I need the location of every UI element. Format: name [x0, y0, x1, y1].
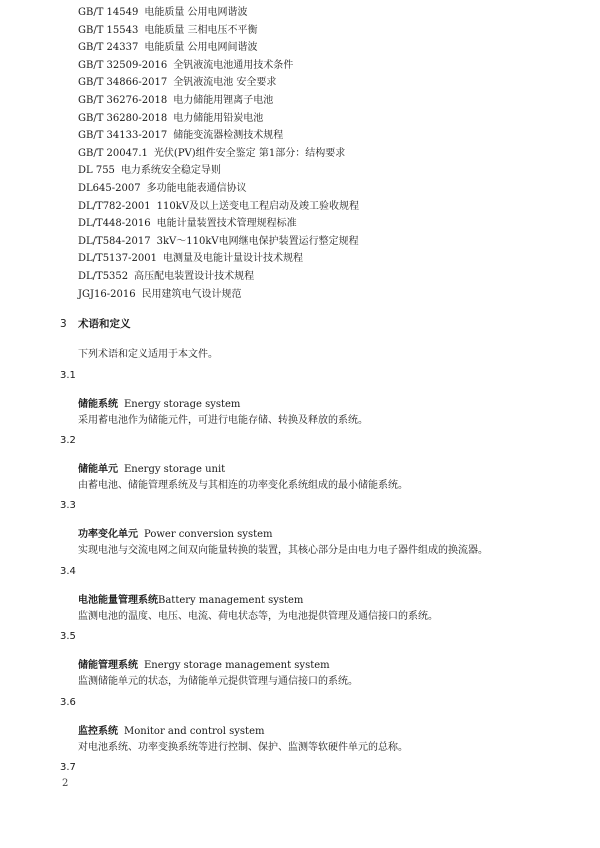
term-chinese: 储能单元	[78, 464, 118, 475]
reference-title: 电力系统安全稳定导则	[120, 165, 221, 177]
term-heading	[78, 591, 303, 606]
reference-title: 电能计量装置技术管理规程标准	[156, 218, 297, 230]
reference-title: 110kV及以上送变电工程启动及竣工验收规程	[156, 200, 359, 212]
term-chinese: 储能系统	[78, 399, 118, 410]
reference-item	[78, 22, 359, 40]
term-heading	[78, 722, 264, 737]
term-number: 3.5	[60, 631, 76, 642]
term-chinese: 储能管理系统	[78, 660, 138, 671]
section-intro: 下列术语和定义适用于本文件。	[78, 349, 218, 360]
reference-item	[78, 286, 359, 304]
reference-code: DL/T5352	[78, 270, 129, 282]
reference-title: 电力储能用铅炭电池	[173, 112, 264, 124]
section-title: 术语和定义	[78, 318, 131, 330]
reference-title: 全钒液流电池通用技术条件	[173, 59, 294, 71]
reference-code: GB/T 14549	[78, 7, 139, 18]
term-number: 3.1	[60, 370, 76, 381]
reference-item	[78, 233, 359, 251]
reference-code: DL 755	[78, 165, 115, 177]
reference-item	[78, 4, 359, 22]
term-heading	[78, 656, 330, 671]
normative-references-list	[78, 4, 359, 303]
reference-title: 光伏(PV)组件安全鉴定 第1部分：结构要求	[153, 147, 346, 159]
term-chinese: 电池能量管理系统	[78, 595, 158, 606]
reference-code: GB/T 36280-2018	[78, 112, 168, 124]
term-definition: 采用蓄电池作为储能元件，可进行电能存储、转换及释放的系统。	[78, 415, 368, 426]
reference-code: GB/T 32509-2016	[78, 59, 168, 71]
section-heading	[60, 316, 131, 331]
reference-title: 3kV～110kV电网继电保护装置运行整定规程	[156, 235, 359, 247]
reference-title: 多功能电能表通信协议	[146, 182, 247, 194]
term-definition: 由蓄电池、储能管理系统及与其相连的功率变化系统组成的最小储能系统。	[78, 480, 408, 491]
term-number: 3.7	[60, 762, 76, 773]
reference-code: DL645-2007	[78, 182, 141, 194]
term-number: 3.3	[60, 500, 76, 511]
term-number: 3.6	[60, 697, 76, 708]
term-english: Energy storage management system	[144, 660, 330, 671]
term-chinese: 监控系统	[78, 726, 118, 737]
section-number: 3	[60, 318, 67, 330]
term-chinese: 功率变化单元	[78, 529, 138, 540]
reference-item	[78, 74, 359, 92]
reference-code: GB/T 15543	[78, 24, 139, 36]
reference-code: DL/T782-2001	[78, 200, 151, 212]
reference-title: 高压配电装置设计技术规程	[134, 270, 255, 282]
reference-code: GB/T 20047.1	[78, 147, 148, 159]
page-number: 2	[62, 778, 69, 789]
reference-item	[78, 39, 359, 57]
term-heading	[78, 525, 273, 540]
reference-code: JGJ16-2016	[78, 288, 136, 300]
term-english: Energy storage system	[124, 399, 241, 410]
reference-code: DL/T448-2016	[78, 218, 151, 230]
term-english: Energy storage unit	[124, 464, 226, 475]
reference-title: 电能质量 三相电压不平衡	[144, 24, 258, 36]
term-english: Battery management system	[158, 595, 304, 606]
reference-title: 电力储能用锂离子电池	[173, 94, 274, 106]
reference-item	[78, 92, 359, 110]
reference-item	[78, 162, 359, 180]
term-definition: 对电池系统、功率变换系统等进行控制、保护、监测等软硬件单元的总称。	[78, 742, 408, 753]
term-english: Power conversion system	[144, 529, 273, 540]
term-number: 3.4	[60, 566, 76, 577]
reference-item	[78, 250, 359, 268]
reference-title: 电能质量 公用电网间谐波	[144, 42, 258, 54]
term-definition: 监测储能单元的状态，为储能单元提供管理与通信接口的系统。	[78, 676, 358, 687]
reference-item	[78, 57, 359, 75]
term-definition: 实现电池与交流电网之间双向能量转换的装置，其核心部分是由电力电子器件组成的换流器。	[78, 545, 488, 556]
reference-title: 全钒液流电池 安全要求	[173, 77, 277, 89]
reference-code: GB/T 36276-2018	[78, 94, 168, 106]
reference-code: DL/T5137-2001	[78, 253, 157, 265]
reference-item	[78, 110, 359, 128]
reference-code: GB/T 34133-2017	[78, 130, 168, 142]
term-english: Monitor and control system	[124, 726, 265, 737]
reference-code: GB/T 34866-2017	[78, 77, 168, 89]
term-number: 3.2	[60, 435, 76, 446]
reference-code: DL/T584-2017	[78, 235, 151, 247]
term-definition: 监测电池的温度、电压、电流、荷电状态等，为电池提供管理及通信接口的系统。	[78, 611, 438, 622]
reference-item	[78, 268, 359, 286]
reference-item	[78, 127, 359, 145]
reference-title: 储能变流器检测技术规程	[173, 130, 284, 142]
reference-title: 电能质量 公用电网谐波	[144, 7, 248, 18]
reference-title: 民用建筑电气设计规范	[141, 288, 242, 300]
term-heading	[78, 395, 240, 410]
reference-item	[78, 145, 359, 163]
reference-title: 电测量及电能计量设计技术规程	[162, 253, 303, 265]
term-heading	[78, 460, 225, 475]
reference-code: GB/T 24337	[78, 42, 139, 54]
reference-item	[78, 215, 359, 233]
reference-item	[78, 180, 359, 198]
reference-item	[78, 198, 359, 216]
